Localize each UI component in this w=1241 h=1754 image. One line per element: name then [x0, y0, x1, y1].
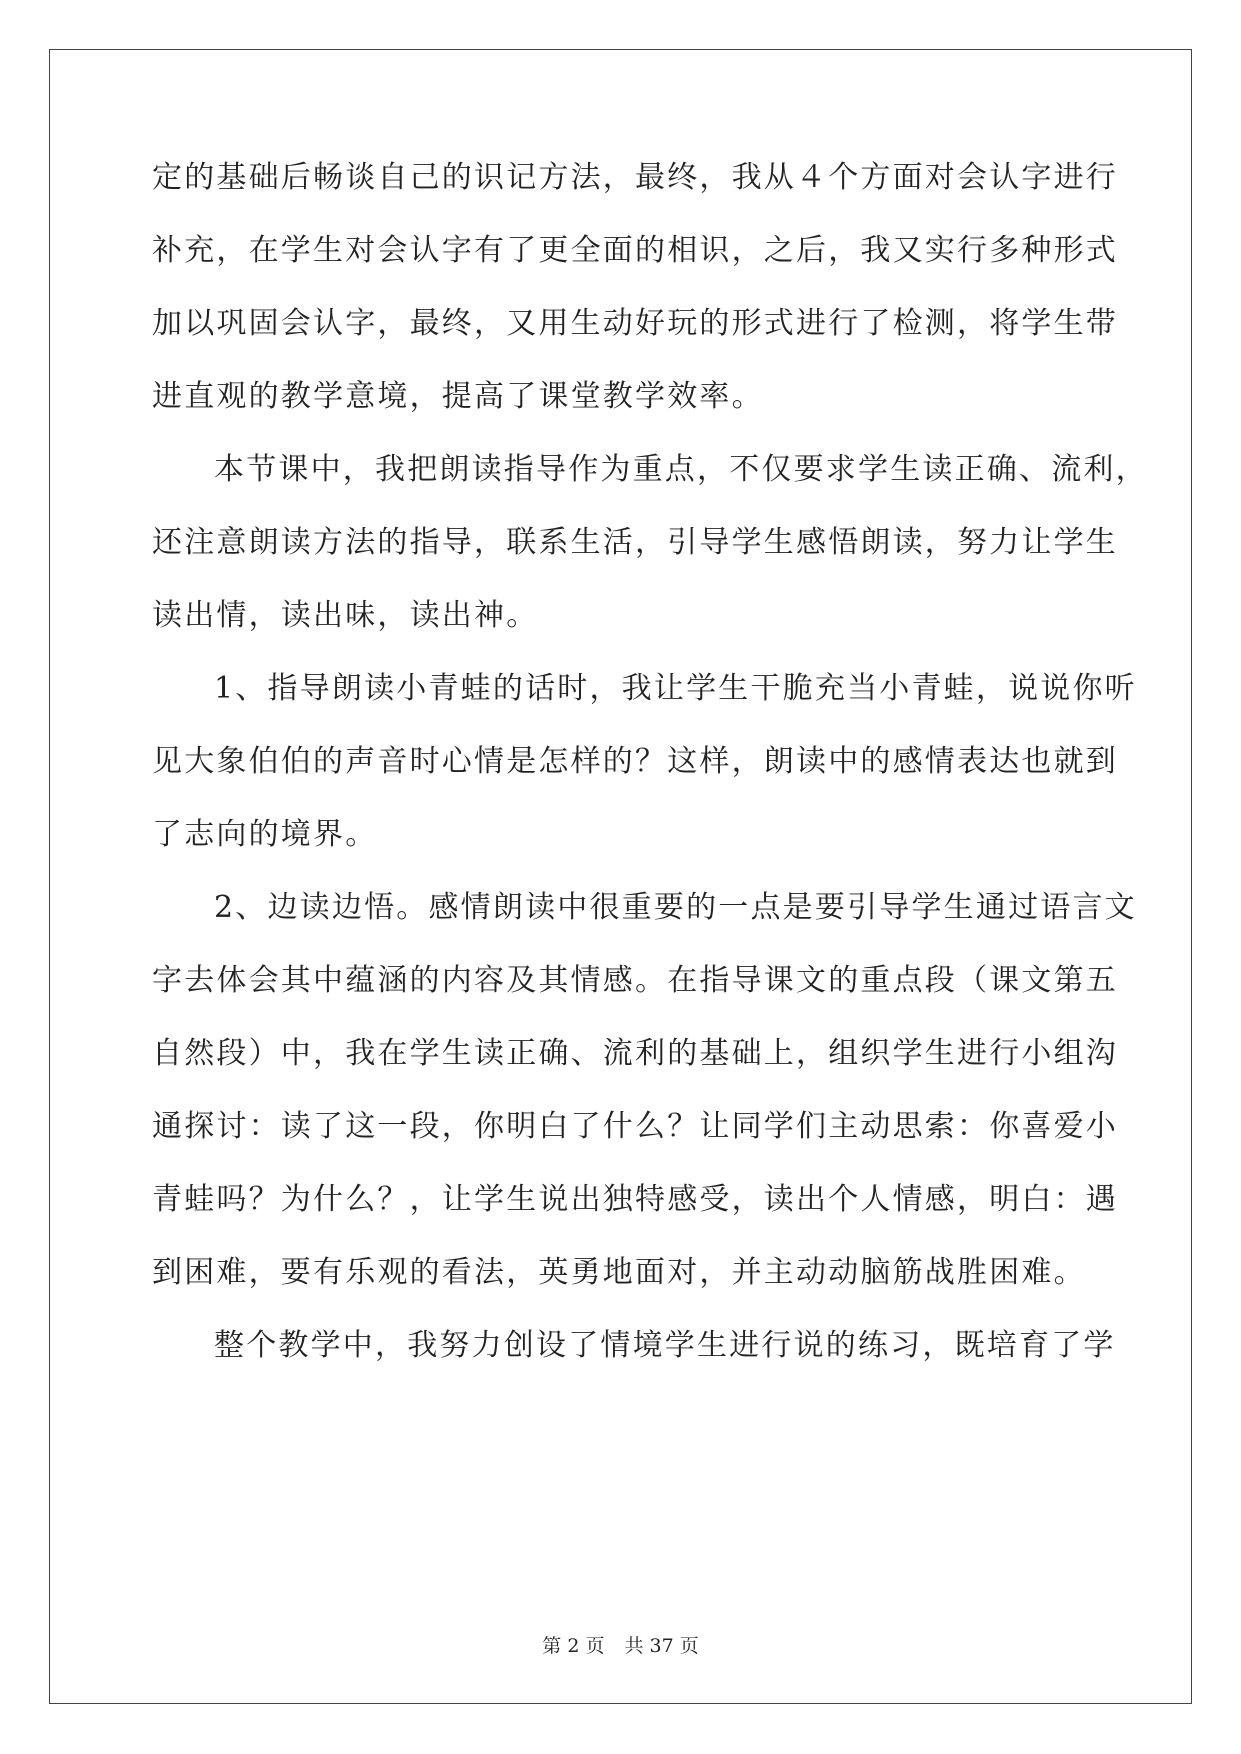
- body-text-line: 字去体会其中蕴涵的内容及其情感。在指导课文的重点段（课文第五: [152, 963, 1118, 998]
- paragraph-first-line: 1、指导朗读小青蛙的话时，我让学生干脆充当小青蛙，说说你听: [214, 671, 1137, 706]
- body-text-line: 到困难，要有乐观的看法，英勇地面对，并主动动脑筋战胜困难。: [152, 1255, 1086, 1290]
- body-text-line: 定的基础后畅谈自己的识记方法，最终，我从４个方面对会认字进行: [152, 160, 1118, 195]
- body-text-line: 补充，在学生对会认字有了更全面的相识，之后，我又实行多种形式: [152, 233, 1118, 268]
- body-text-line: 通探讨：读了这一段，你明白了什么？让同学们主动思索：你喜爱小: [152, 1109, 1118, 1144]
- body-text-line: 加以巩固会认字，最终，又用生动好玩的形式进行了检测，将学生带: [152, 306, 1118, 341]
- body-text-line: 自然段）中，我在学生读正确、流利的基础上，组织学生进行小组沟: [152, 1036, 1118, 1071]
- body-text-line: 青蛙吗？为什么？，让学生说出独特感受，读出个人情感，明白：遇: [152, 1182, 1118, 1217]
- page-number: 第 2 页: [542, 1635, 605, 1657]
- page-footer: [0, 1634, 1241, 1658]
- body-text-line: 进直观的教学意境，提高了课堂教学效率。: [152, 379, 764, 414]
- page-total: 共 37 页: [624, 1635, 699, 1657]
- body-text-line: 还注意朗读方法的指导，联系生活，引导学生感悟朗读，努力让学生: [152, 525, 1118, 560]
- body-text-line: 了志向的境界。: [152, 817, 378, 852]
- paragraph-first-line: 整个教学中，我努力创设了情境学生进行说的练习，既培育了学: [214, 1328, 1116, 1363]
- paragraph-first-line: 本节课中，我把朗读指导作为重点，不仅要求学生读正确、流利，: [214, 452, 1148, 487]
- body-text-line: 见大象伯伯的声音时心情是怎样的？这样，朗读中的感情表达也就到: [152, 744, 1118, 779]
- paragraph-first-line: 2、边读边悟。感情朗读中很重要的一点是要引导学生通过语言文: [214, 890, 1137, 925]
- page-border: [49, 49, 1192, 1704]
- body-text-line: 读出情，读出味，读出神。: [152, 598, 539, 633]
